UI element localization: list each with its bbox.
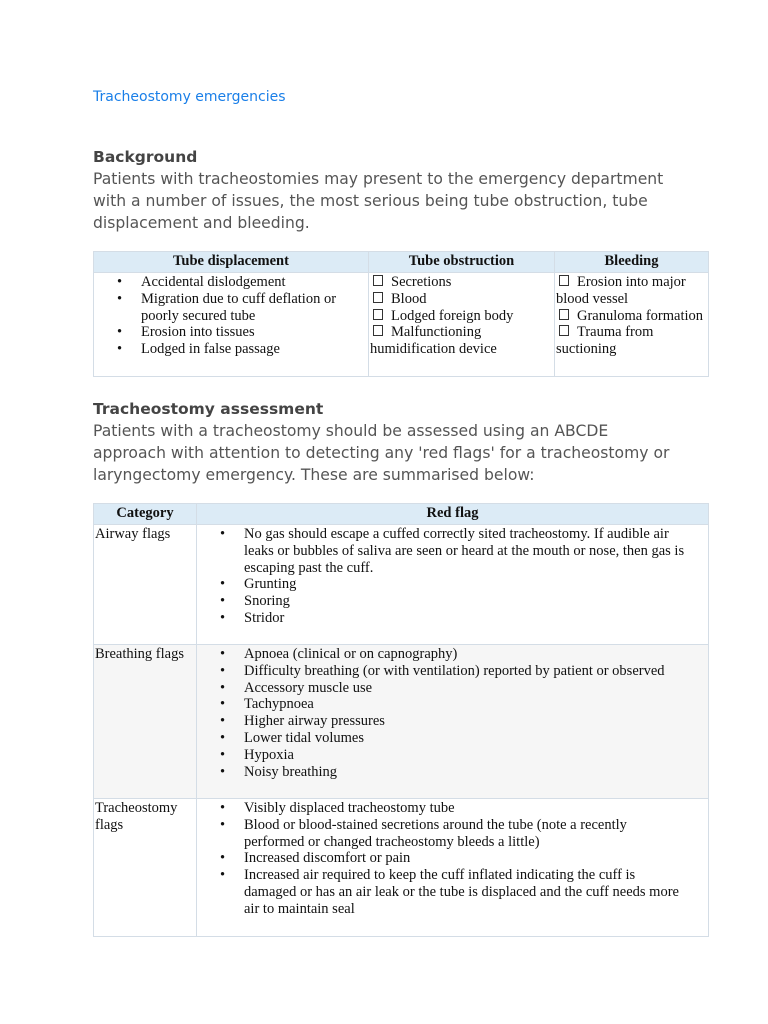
checkbox-icon [559,325,569,336]
list-item: Granuloma formation [556,308,707,325]
checkbox-icon [373,309,383,320]
list-item: Trauma from suctioning [556,324,654,358]
emergencies-table [93,251,709,377]
list-item: • Accidental dislodgement [95,274,367,291]
red-flags-table [93,503,709,937]
header-red-flag: Red flag [197,504,709,525]
list-item: Erosion into major blood vessel [556,274,686,307]
checkbox-icon [559,309,569,320]
flags-cell [197,525,709,645]
list-item: • Blood or blood-stained secretions around the tube (note a recently performed or changed tracheostomy bleeds a little) [198,817,687,851]
table-row [94,525,709,645]
list-item: Malfunctioning humidification device [370,324,497,358]
list-item: • Tachypnoea [198,696,703,713]
tube-displacement-cell [94,273,369,377]
list-item: Blood [370,291,553,308]
flags-cell [197,799,709,937]
list-item: • Difficulty breathing (or with ventilation) reported by patient or observed [198,663,703,680]
list-item: • Erosion into tissues [95,324,367,341]
list-item: • Migration due to cuff deflation or poorly secured tube [95,291,367,325]
list-item: • Lodged in false passage [95,341,367,358]
header-bleeding: Bleeding [555,252,709,273]
background-heading: Background [93,148,198,166]
header-tube-obstruction: Tube obstruction [369,252,555,273]
list-item: Lodged foreign body [370,308,553,325]
list-item: • Increased discomfort or pain [198,850,687,867]
table-row [94,799,709,937]
background-paragraph: Patients with tracheostomies may present to the emergency department with a number of issues, the most serious being tube obstruction, tube displacement and bleeding. [93,170,664,232]
category-cell: Breathing flags [94,645,197,799]
list-item: • Apnoea (clinical or on capnography) [198,646,703,663]
list-item: Secretions [370,274,553,291]
list-item: • Visibly displaced tracheostomy tube [198,800,687,817]
checkbox-icon [373,325,383,336]
list-item: • Higher airway pressures [198,713,703,730]
list-item: • Lower tidal volumes [198,730,703,747]
category-cell: Airway flags [94,525,197,645]
checkbox-icon [373,292,383,303]
table-row [94,645,709,799]
assessment-paragraph: Patients with a tracheostomy should be assessed using an ABCDE approach with attention to detecting any 'red flags' for a tracheostomy or laryngectomy emergency. These are summarised below: [93,422,670,484]
checkbox-icon [373,275,383,286]
flags-cell [197,645,709,799]
bleeding-cell [555,273,709,377]
list-item: • Stridor [198,610,699,627]
list-item: • Noisy breathing [198,764,703,781]
list-item: • Accessory muscle use [198,680,703,697]
header-tube-displacement: Tube displacement [94,252,369,273]
list-item: • No gas should escape a cuffed correctly sited tracheostomy. If audible air leaks or bubbles of saliva are seen or heard at the mouth or nose, then gas is escaping past the cuff. [198,526,699,576]
category-cell: Tracheostomy flags [94,799,197,937]
list-item: • Hypoxia [198,747,703,764]
list-item: • Grunting [198,576,699,593]
tube-obstruction-cell [369,273,555,377]
document-title-link[interactable]: Tracheostomy emergencies [93,89,286,105]
list-item: • Increased air required to keep the cuff inflated indicating the cuff is damaged or has an air leak or the tube is displaced and the cuff needs more air to maintain seal [198,867,687,917]
list-item: • Snoring [198,593,699,610]
checkbox-icon [559,275,569,286]
header-category: Category [94,504,197,525]
assessment-heading: Tracheostomy assessment [93,400,324,418]
